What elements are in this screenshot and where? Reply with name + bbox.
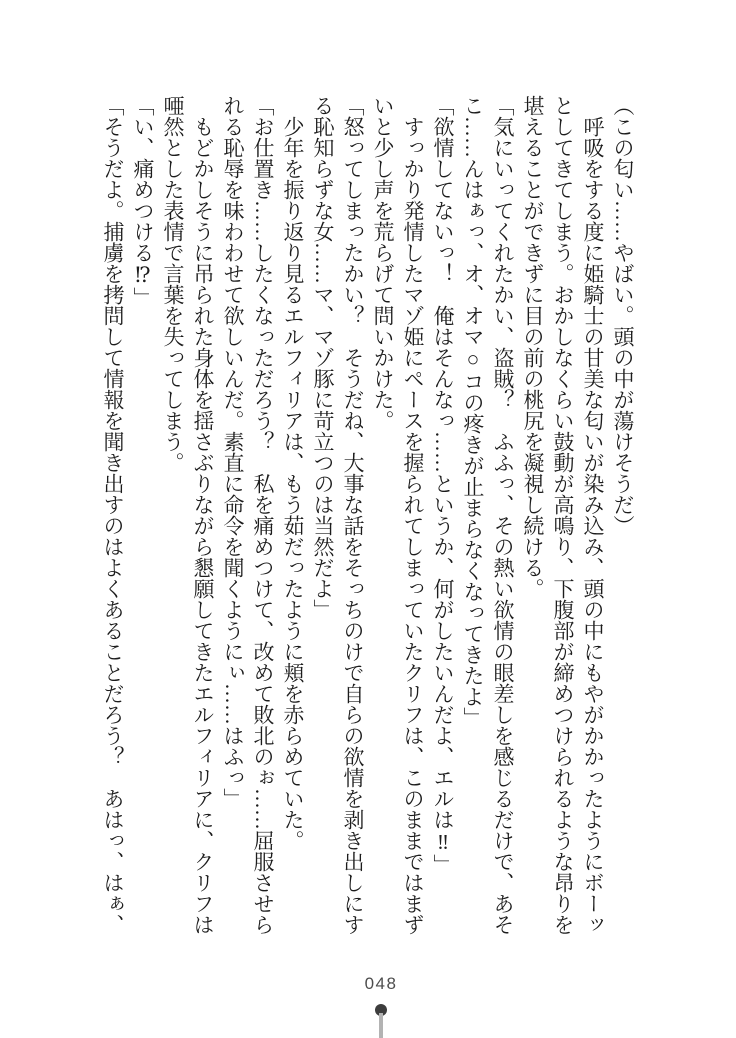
- paragraph: 呼吸をする度に姫騎士の甘美な匂いが染み込み、頭の中にもやがかかったようにボーッとしてきてしまう。おかしなくらい鼓動が高鳴り、下腹部が締めつけられるような昂りを堪えることができずに目の前の桃尻を凝視し続ける。: [521, 95, 605, 935]
- page-number: 048: [364, 974, 398, 993]
- paragraph: 「怒ってしまったかい？ そうだね、大事な話をそっちのけで自らの欲情を剥き出しにする恥知らずな女……マ、マゾ豚に苛立つのは当然だよ」: [311, 95, 365, 935]
- paragraph: 「お仕置き……したくなっただろう？ 私を痛めつけて、改めて敗北のぉ……屈服させられる恥辱を味わわせて欲しいんだ。素直に命令を聞くようにぃ……はふっ」: [221, 95, 275, 935]
- paragraph: 「そうだよ。捕虜を拷問して情報を聞き出すのはよくあることだろう？ あはっ、はぁ、: [101, 95, 125, 935]
- paragraph: 「気にいってくれたかい、盗賊？ ふふっ、その熱い欲情の眼差しを感じるだけで、あそこ……んはぁっ、オ、オマ○コの疼きが止まらなくなってきたよ」: [461, 95, 515, 935]
- paragraph: もどかしそうに吊られた身体を揺さぶりながら懇願してきたエルフィリアに、クリフは唖然とした表情で言葉を失ってしまう。: [161, 95, 215, 935]
- page-text: [98, 95, 638, 938]
- paragraph: 「い、痛めつける⁉」: [131, 95, 155, 308]
- paragraph: 少年を振り返り見るエルフィリアは、もう茹だったように頬を赤らめていた。: [281, 116, 305, 851]
- paragraph: （この匂い……やばい。頭の中が蕩けそうだ）: [611, 95, 635, 536]
- paragraph: 「欲情してないっ！ 俺はそんなっ……というか、何がしたいんだよ、エルは‼」: [431, 95, 455, 875]
- binding-mark-line: [379, 1013, 383, 1038]
- paragraph: すっかり発情したマゾ姫にペースを握られてしまっていたクリフは、このままではまずいと少し声を荒らげて問いかけた。: [371, 95, 425, 935]
